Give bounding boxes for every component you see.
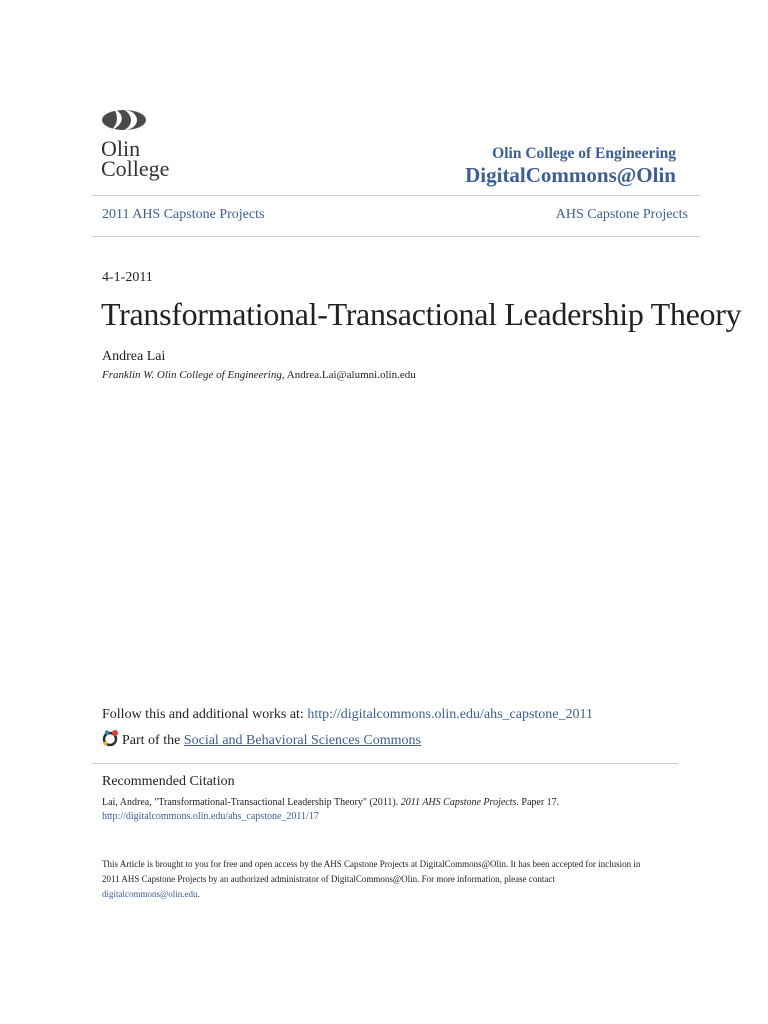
- citation-series: 2011 AHS Capstone Projects: [400, 797, 517, 808]
- nav-divider: [92, 236, 700, 237]
- repository-header: [465, 145, 676, 187]
- citation-heading: Recommended Citation: [102, 774, 235, 789]
- citation-block: [102, 796, 559, 824]
- citation-divider: [92, 763, 678, 764]
- collection-link[interactable]: AHS Capstone Projects: [555, 207, 688, 222]
- repository-name[interactable]: DigitalCommons@Olin: [465, 163, 676, 187]
- olin-college-logo: [101, 108, 181, 183]
- citation-text: [102, 796, 559, 810]
- contact-email-link[interactable]: digitalcommons@olin.edu: [102, 889, 198, 899]
- logo-line-1: Olin: [101, 136, 141, 161]
- part-of-label: Part of the: [122, 733, 184, 748]
- notice-end: .: [197, 889, 200, 899]
- olin-logo-mark-icon: [101, 108, 147, 132]
- affiliation-institution: Franklin W. Olin College of Engineering: [102, 369, 282, 381]
- notice-line-3: [102, 887, 672, 902]
- follow-label: Follow this and additional works at:: [102, 707, 308, 722]
- citation-url-link[interactable]: http://digitalcommons.olin.edu/ahs_capstone_2011/17: [102, 811, 319, 822]
- publication-date: 4-1-2011: [102, 270, 153, 285]
- repository-institution[interactable]: Olin College of Engineering: [492, 145, 676, 162]
- article-title: Transformational-Transactional Leadership Theory: [101, 296, 742, 332]
- notice-line-1: This Article is brought to you for free and open access by the AHS Capstone Projects at DigitalCommons@Olin. It has been accepted for inclusion in: [102, 859, 641, 869]
- follow-url-link[interactable]: http://digitalcommons.olin.edu/ahs_capstone_2011: [307, 707, 593, 722]
- notice-line-2: 2011 AHS Capstone Projects by an authorized administrator of DigitalCommons@Olin. For more information, please contact: [102, 874, 555, 884]
- citation-suffix: . Paper 17.: [516, 797, 560, 808]
- access-notice: [102, 857, 672, 902]
- top-divider: [92, 195, 700, 196]
- citation-prefix: Lai, Andrea, "Transformational-Transactional Leadership Theory" (2011).: [102, 797, 401, 808]
- author-email: , Andrea.Lai@alumni.olin.edu: [281, 369, 416, 381]
- follow-line: [102, 707, 593, 723]
- discipline-commons-link[interactable]: Social and Behavioral Sciences Commons: [183, 733, 422, 748]
- commons-network-icon: [102, 729, 120, 747]
- author-affiliation: [102, 369, 416, 381]
- series-link[interactable]: 2011 AHS Capstone Projects: [102, 207, 265, 222]
- part-of-line: [102, 729, 421, 749]
- author-name: Andrea Lai: [102, 349, 166, 364]
- logo-line-2: College: [101, 156, 170, 181]
